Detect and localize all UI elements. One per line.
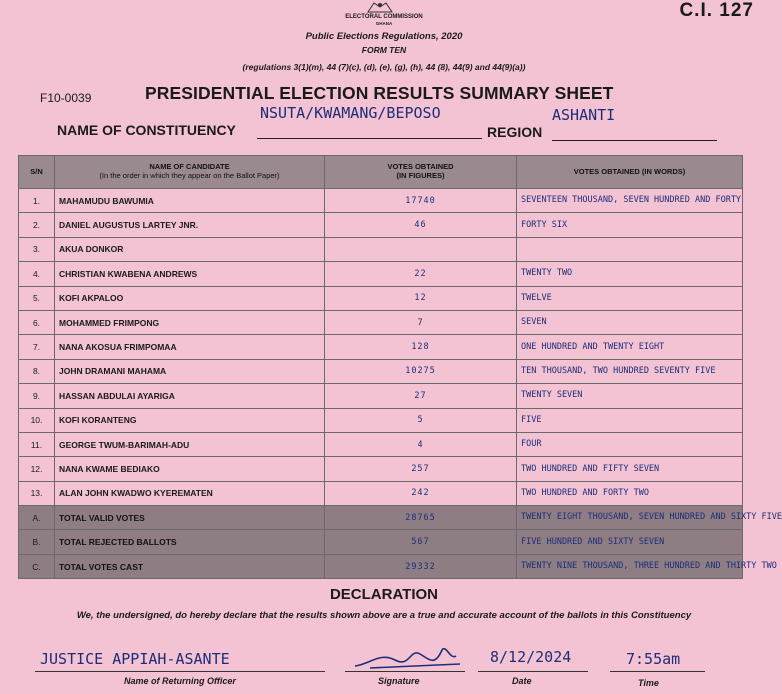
commission-country: GHANA (375, 21, 393, 26)
row-number: 1. (19, 189, 55, 213)
candidate-name: DANIEL AUGUSTUS LARTEY JNR. (55, 213, 325, 237)
table-row (19, 286, 743, 310)
signature-scribble (350, 640, 470, 672)
candidate-name: MOHAMMED FRIMPONG (55, 310, 325, 334)
table-row (19, 432, 743, 456)
ci-number: C.I. 127 (679, 0, 754, 21)
votes-figures: 22 (325, 262, 517, 286)
table-row (19, 359, 743, 383)
constituency-value: NSUTA/KWAMANG/BEPOSO (260, 104, 441, 122)
votes-words: ONE HUNDRED AND TWENTY EIGHT (517, 335, 743, 359)
votes-figures (325, 237, 517, 261)
row-number: 5. (19, 286, 55, 310)
candidate-name: NANA AKOSUA FRIMPOMAA (55, 335, 325, 359)
candidate-name: TOTAL VALID VOTES (55, 506, 325, 530)
votes-words: TWELVE (517, 286, 743, 310)
constituency-underline (257, 138, 482, 139)
row-number: 4. (19, 262, 55, 286)
commission-name: ELECTORAL COMMISSION (345, 14, 423, 20)
votes-figures: 128 (325, 335, 517, 359)
header-words: VOTES OBTAINED (IN WORDS) (517, 156, 743, 189)
votes-figures: 29332 (325, 554, 517, 578)
row-number: 7. (19, 335, 55, 359)
row-number: 2. (19, 213, 55, 237)
votes-words: TWENTY EIGHT THOUSAND, SEVEN HUNDRED AND SIXTY FIVE (517, 506, 743, 530)
table-row (19, 310, 743, 334)
table-row (19, 213, 743, 237)
header-name (55, 156, 325, 189)
candidate-name: TOTAL VOTES CAST (55, 554, 325, 578)
table-header-row (19, 156, 743, 189)
candidate-name: AKUA DONKOR (55, 237, 325, 261)
region-underline (552, 140, 717, 141)
row-number: B. (19, 530, 55, 554)
votes-words: FIVE (517, 408, 743, 432)
date-line (478, 671, 588, 672)
row-number: 9. (19, 384, 55, 408)
row-number: 10. (19, 408, 55, 432)
row-number: 11. (19, 432, 55, 456)
votes-words: TWO HUNDRED AND FIFTY SEVEN (517, 457, 743, 481)
votes-words: FIVE HUNDRED AND SIXTY SEVEN (517, 530, 743, 554)
row-number: 8. (19, 359, 55, 383)
votes-words: TWENTY TWO (517, 262, 743, 286)
votes-figures: 7 (325, 310, 517, 334)
votes-words: TWENTY NINE THOUSAND, THREE HUNDRED AND THIRTY TWO (517, 554, 743, 578)
candidate-name: MAHAMUDU BAWUMIA (55, 189, 325, 213)
row-number: 13. (19, 481, 55, 505)
region-value: ASHANTI (552, 106, 616, 124)
header-sn: S/N (19, 156, 55, 189)
votes-words: FOUR (517, 432, 743, 456)
table-row (19, 189, 743, 213)
table-row (19, 384, 743, 408)
votes-words: TEN THOUSAND, TWO HUNDRED SEVENTY FIVE (517, 359, 743, 383)
regulations-title: Public Elections Regulations, 2020 (305, 31, 463, 42)
coat-of-arms-icon (360, 0, 400, 14)
table-row (19, 237, 743, 261)
header-name-label: NAME OF CANDIDATE (149, 162, 230, 172)
signature-line (345, 671, 465, 672)
candidate-name: NANA KWAME BEDIAKO (55, 457, 325, 481)
time-line (610, 671, 705, 672)
total-row (19, 530, 743, 554)
row-number: 3. (19, 237, 55, 261)
votes-words: TWENTY SEVEN (517, 384, 743, 408)
declaration-title: DECLARATION (329, 586, 439, 603)
candidate-name: KOFI AKPALOO (55, 286, 325, 310)
declaration-text: We, the undersigned, do hereby declare that the results shown above are a true and accurate account of the ballots in this Constituency (76, 610, 692, 621)
votes-figures: 4 (325, 432, 517, 456)
results-table (18, 155, 782, 579)
header-figures-sub: (IN FIGURES) (396, 171, 445, 180)
table-row (19, 262, 743, 286)
table-row (19, 457, 743, 481)
votes-figures: 46 (325, 213, 517, 237)
votes-figures: 257 (325, 457, 517, 481)
header-figures (325, 156, 517, 189)
votes-figures: 5 (325, 408, 517, 432)
votes-words: FORTY SIX (517, 213, 743, 237)
region-label: REGION (487, 124, 543, 140)
table-row (19, 481, 743, 505)
sheet-title: PRESIDENTIAL ELECTION RESULTS SUMMARY SHEET (145, 83, 614, 103)
candidate-name: KOFI KORANTENG (55, 408, 325, 432)
regulations-ref: (regulations 3(1)(m), 44 (7)(c), (d), (e), (g), (h), 44 (8), 44(9) and 44(9)(a)) (242, 62, 526, 72)
votes-figures: 27 (325, 384, 517, 408)
row-number: C. (19, 554, 55, 578)
votes-figures: 28765 (325, 506, 517, 530)
candidate-name: ALAN JOHN KWADWO KYEREMATEN (55, 481, 325, 505)
form-number: F10-0039 (40, 91, 92, 105)
time-value: 7:55am (626, 650, 681, 668)
votes-words: SEVEN (517, 310, 743, 334)
votes-words (517, 237, 743, 261)
candidate-name: GEORGE TWUM-BARIMAH-ADU (55, 432, 325, 456)
row-number: A. (19, 506, 55, 530)
table-row (19, 408, 743, 432)
header-name-sub: (In the order in which they appear on the Ballot Paper) (99, 171, 280, 180)
signature-label: Signature (378, 676, 420, 686)
officer-label: Name of Returning Officer (124, 676, 236, 686)
votes-figures: 17740 (325, 189, 517, 213)
row-number: 12. (19, 457, 55, 481)
time-label: Time (638, 678, 659, 688)
votes-words: SEVENTEEN THOUSAND, SEVEN HUNDRED AND FORTY (517, 189, 743, 213)
form-name: FORM TEN (361, 45, 407, 55)
candidate-name: CHRISTIAN KWABENA ANDREWS (55, 262, 325, 286)
candidate-name: TOTAL REJECTED BALLOTS (55, 530, 325, 554)
votes-figures: 12 (325, 286, 517, 310)
votes-figures: 10275 (325, 359, 517, 383)
officer-line (35, 671, 325, 672)
candidate-name: JOHN DRAMANI MAHAMA (55, 359, 325, 383)
constituency-label: NAME OF CONSTITUENCY (57, 122, 236, 138)
votes-figures: 242 (325, 481, 517, 505)
votes-words: TWO HUNDRED AND FORTY TWO (517, 481, 743, 505)
total-row (19, 554, 743, 578)
candidate-name: HASSAN ABDULAI AYARIGA (55, 384, 325, 408)
officer-name: JUSTICE APPIAH-ASANTE (40, 650, 230, 668)
row-number: 6. (19, 310, 55, 334)
table-row (19, 335, 743, 359)
votes-figures: 567 (325, 530, 517, 554)
date-label: Date (512, 676, 532, 686)
header-figures-label: VOTES OBTAINED (387, 162, 454, 172)
date-value: 8/12/2024 (490, 648, 572, 666)
total-row (19, 506, 743, 530)
